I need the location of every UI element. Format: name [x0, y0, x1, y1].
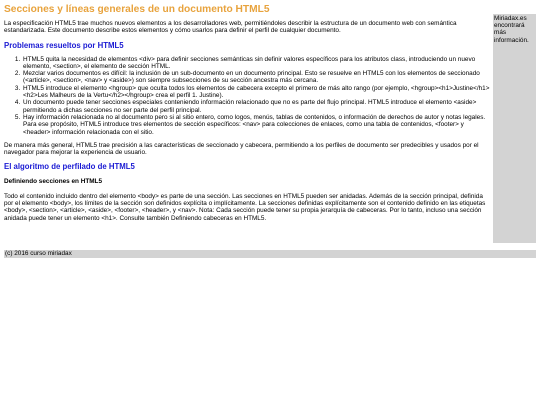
section-heading-algorithm: El algoritmo de perfilado de HTML5 — [4, 162, 135, 172]
page-title: Secciones y líneas generales de un documento HTML5 — [4, 4, 270, 15]
section-heading-problems: Problemas resueltos por HTML5 — [4, 40, 124, 50]
footer-text: (c) 2016 curso miriadax — [5, 250, 72, 257]
aside-text: Miriadax.es encontrará más información. — [494, 15, 529, 44]
summary-paragraph: De manera más general, HTML5 trae precisión a las características de seccionado y cabecera, permitiendo a los perfiles de documento ser predecibles y usados por el navegador para mejorar la experiencia de usuario. — [4, 141, 479, 157]
problems-list — [4, 56, 490, 136]
intro-paragraph: La especificación HTML5 trae muchos nuevos elementos a los desarrolladores web, permitiéndoles describir la estructura de un documento web con semántica estandarizada. Este documento describe estos elementos y cómo usarlos para definir el perfil de cualquier documento. — [4, 20, 457, 35]
list-item: 5. Hay información relacionada no al documento pero si al sitio entero, como logos, menús, tablas de contenidos, o información de derechos de autor y notas legales. Para ese propósito, HTML5 introduce tres elementos de sección específicos: <nav> para colecciones de enlaces, como una tabla de contenidos, <footer> y <header> información relacionada con el sitio. — [22, 114, 490, 136]
subheading-defining-sections: Definiendo secciones en HTML5 — [4, 178, 103, 186]
list-item: 4. Un documento puede tener secciones especiales conteniendo información relacionado que no es parte del flujo principal. HTML5 introduce el elemento <aside> permitiendo a dichas secciones no ser parte del perfil principal. — [22, 99, 490, 114]
algorithm-paragraph: Todo el contenido incluido dentro del elemento <body> es parte de una sección. Las secciones en HTML5 pueden ser anidadas. Además de la sección principal, definida por el elemento <body>, los límites de la sección son definidos explícita o implícitamente. La secciones definidas explícitamente son el contenido definido en las etiquetas <body>, <section>, <article>, <aside>, <footer>, <header>, y <nav>. Nota: Cada sección puede tener su propia jerarquía de cabeceras. Por lo tanto, incluso una sección anidada puede tener un elemento <h1>. Consulte también Definiendo cabeceras en HTML5. — [4, 192, 486, 222]
footer — [4, 250, 536, 258]
list-item: 1. HTML5 quita la necesidad de elementos <div> para definir secciones semánticas sin definir valores específicos para los atributos class, introduciendo un nuevo elemento, <section>, el elemento de sección HTML. — [22, 56, 490, 71]
list-item: 2. Mezclar varios documentos es difícil: la inclusión de un sub-documento en un documento principal. Esto se resuelve en HTML5 con los elementos de seccionado (<article>, <section>, <nav> y <aside>) son siempre subsecciones de su sección ancestra más cercana. — [22, 70, 490, 85]
list-item: 3. HTML5 introduce el elemento <hgroup> que oculta todos los elementos de cabecera excepto el primero de más alto rango (por ejemplo, <hgroup><h1>Justine</h1><h2>Les Malheurs de la Vertu</h2></hgroup> crea el perfil 1. Justine). — [22, 85, 490, 100]
main-content — [4, 4, 490, 222]
sidebar-aside — [493, 14, 536, 243]
